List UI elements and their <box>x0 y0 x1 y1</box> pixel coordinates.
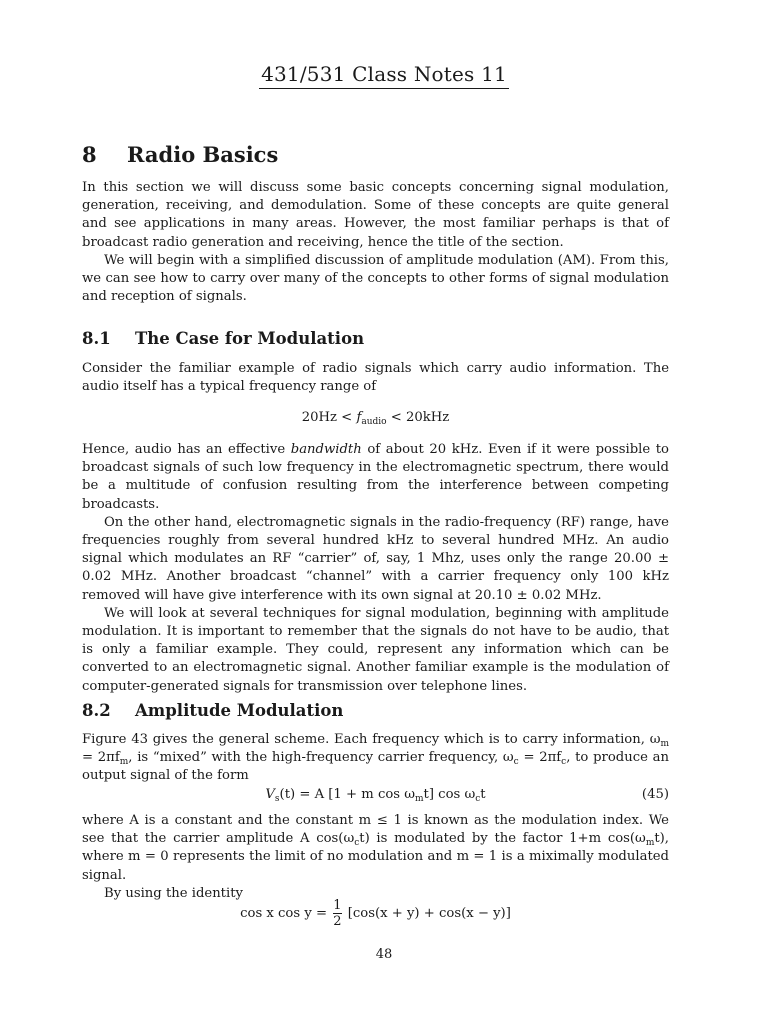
equation-subscript: m <box>415 794 424 804</box>
modulation-case-text-2 <box>82 441 669 696</box>
text-run: t) is modulated by the factor 1+m cos(ω <box>359 831 646 847</box>
subscript: c <box>513 757 519 768</box>
amplitude-modulation-text <box>82 731 669 786</box>
fraction-numerator: 1 <box>333 898 342 913</box>
paragraph: Consider the familiar example of radio signals which carry audio information. The audio itself has a typical frequency range of <box>82 361 669 395</box>
equation-subscript: s <box>274 794 280 804</box>
subscript: m <box>660 739 669 749</box>
amplitude-modulation-text-2 <box>82 812 669 903</box>
intro-text <box>82 179 669 306</box>
text-run: = <box>82 750 94 766</box>
subsection-title: Amplitude Modulation <box>135 701 344 720</box>
equation-part: t <box>480 787 486 802</box>
subscript: m <box>645 838 655 849</box>
subsection-number: 8.1 <box>82 329 111 348</box>
subscript: m <box>119 757 129 768</box>
subscript: c <box>561 757 567 768</box>
section-number: 8 <box>82 142 97 167</box>
subsection-number: 8.2 <box>82 701 111 720</box>
modulation-case-text <box>82 360 669 396</box>
header-title: 431/531 Class Notes 11 <box>259 62 509 89</box>
paragraph: By using the identity <box>104 885 243 901</box>
fraction <box>333 898 341 929</box>
fraction-denominator: 2 <box>333 914 342 929</box>
paragraph: On the other hand, electromagnetic signals in the radio-frequency (RF) range, have frequencies roughly from several hundred kHz to several hundred MHz. An audio signal which modulates an RF “carrier” of, say, 1 Mhz, uses only the range 20.00 ± 0.02 MHz. Another broadcast “channel” with a carrier frequency only 100 kHz removed will have give interference with its own signal at 20.10 ± 0.02 MHz. <box>82 514 669 603</box>
section-heading <box>82 142 278 167</box>
running-header <box>0 62 768 89</box>
audio-range-equation <box>82 409 669 427</box>
text-run: Hence, audio has an effective <box>82 442 286 457</box>
equation-part: (t) = A [1 + m cos ω <box>279 787 415 802</box>
text-run: signal of the form <box>130 768 249 784</box>
paragraph <box>82 441 669 514</box>
trig-identity-equation <box>82 898 669 929</box>
text-run: t), where m = 0 represents the limit of no modulation and m = 1 is a miximally modulated signal. <box>82 831 669 883</box>
subscript: c <box>354 838 360 849</box>
text-run: , to produce an output <box>82 750 669 784</box>
equation-45 <box>82 786 669 804</box>
text-run: Figure 43 gives the general scheme. Each frequency which is to carry information, ω <box>82 732 661 747</box>
text-run: , is “mixed” with the high-frequency carrier frequency, ω <box>128 750 514 766</box>
text-run: of about 20 kHz. Even if it were possible to broadcast signals of such low frequency in the electromagnetic spectrum, there would be a multitude of confusion resulting from the interference between competing broadcasts. <box>82 442 669 512</box>
paragraph: In this section we will discuss some basic concepts concerning signal modulation, generation, receiving, and demodulation. Some of these concepts are quite general and see applications in many areas. However, the most familiar perhaps is that of broadcast radio generation and receiving, hence the title of the section. <box>82 180 669 250</box>
subsection-title: The Case for Modulation <box>135 329 365 348</box>
equation-part: 20Hz < <box>301 410 353 425</box>
equation-part: t] cos ω <box>423 787 476 802</box>
equation-part: [cos(x + y) + cos(x − y)] <box>347 906 511 921</box>
equation-number: (45) <box>641 787 669 802</box>
subsection-heading <box>82 329 364 348</box>
equation-part: < 20kHz <box>390 410 450 425</box>
paragraph <box>82 731 669 786</box>
emphasis: bandwidth <box>290 442 362 457</box>
text-run: = 2πf <box>523 750 562 766</box>
equation-variable: V <box>265 787 275 802</box>
paragraph <box>82 812 669 885</box>
paragraph: We will begin with a simplified discussion of amplitude modulation (AM). From this, we can see how to carry over many of the concepts to other forms of signal modulation and reception of signals. <box>82 252 669 305</box>
equation-part: cos x cos y = <box>240 906 328 921</box>
equation-subscript: c <box>475 794 481 804</box>
page-number: 48 <box>375 947 393 962</box>
text-run: 2πf <box>97 750 120 766</box>
subsection-heading <box>82 701 343 720</box>
text-run: where A is a constant and the constant m ≤ 1 is known as the modulation index. We see that the carrier amplitude A cos(ω <box>82 813 669 847</box>
paragraph: We will look at several techniques for signal modulation, beginning with amplitude modulation. It is important to remember that the signals do not have to be audio, that is only a familiar example. They could, represent any information which can be converted to an electromagnetic signal. Another familiar example is the modulation of computer-generated signals for transmission over telephone lines. <box>82 605 669 694</box>
equation-variable: f <box>356 410 362 425</box>
section-title: Radio Basics <box>127 142 279 167</box>
equation-subscript: audio <box>361 417 387 427</box>
